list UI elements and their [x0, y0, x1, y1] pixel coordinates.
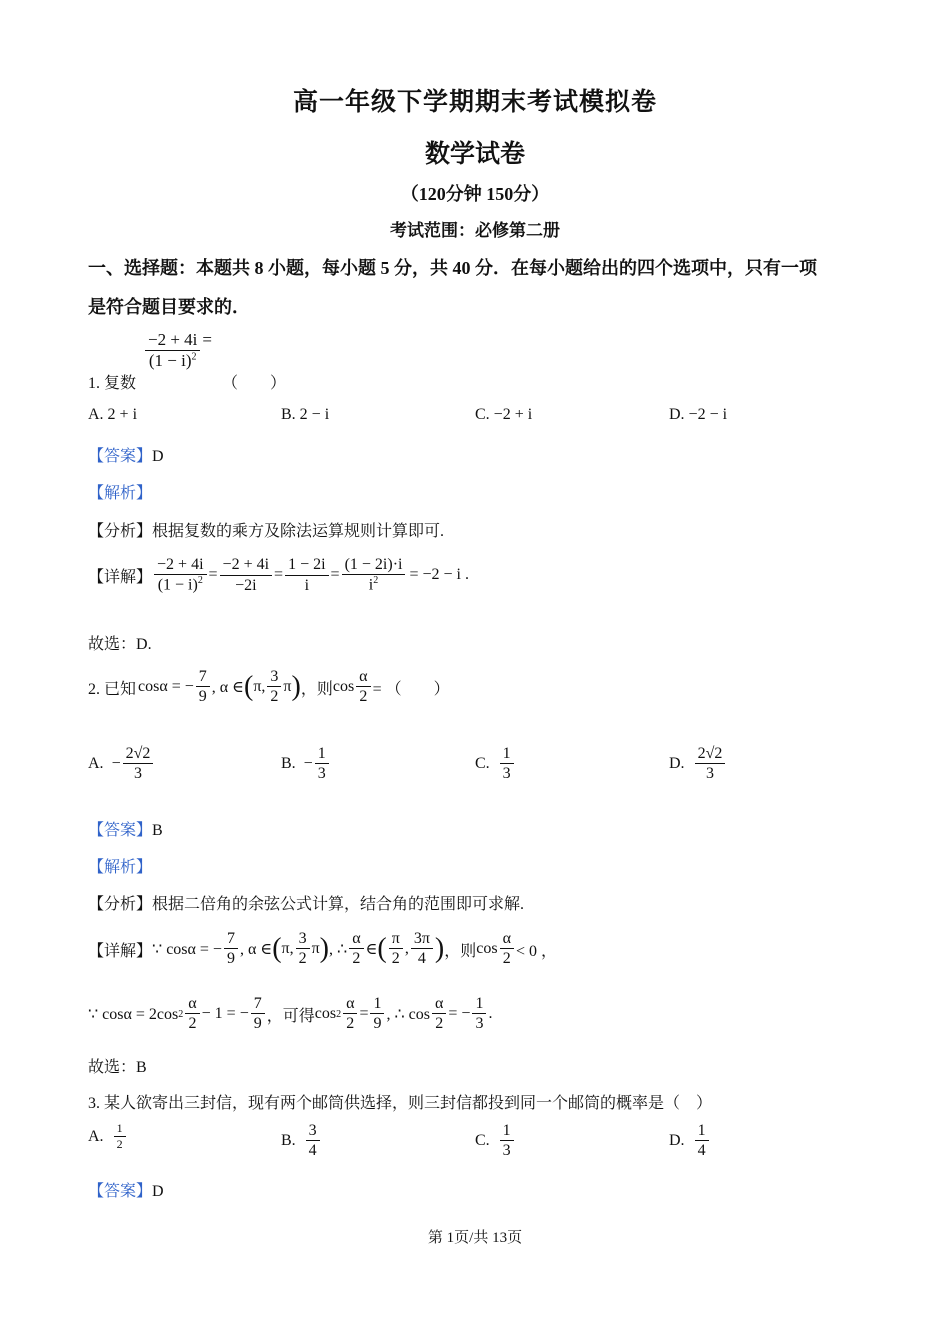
q2-d1-four: 4: [417, 950, 426, 968]
q2-fa2n: α: [356, 668, 370, 687]
q3-option-d-label: D.: [669, 1132, 685, 1150]
q2-d2-get: ，可得: [266, 1007, 315, 1025]
answer-label: 【答案】: [88, 448, 153, 465]
q2-d1-fa2d: 2: [352, 950, 361, 968]
q2-d2-three: 3: [475, 1015, 484, 1033]
q2-d1-because: ∵ cosα = −: [152, 941, 222, 959]
q2-answer-value: B: [152, 822, 163, 839]
q2-d1-two: 2: [391, 950, 400, 968]
q1-d-f2d: −2i: [235, 576, 257, 594]
q2-d2-fa2n-b: α: [343, 995, 357, 1014]
q3-option-b: [281, 1122, 322, 1161]
q1-option-d: D. −2 − i: [669, 406, 728, 423]
q2-d1-pi2: π: [311, 940, 320, 958]
exam-scope: 考试范围：必修第二册: [390, 221, 560, 240]
q2-d1-lt: < 0 ，: [515, 942, 557, 960]
q2-alpha-in: , α ∈: [211, 679, 245, 697]
q2-option-a-den: 3: [133, 765, 142, 783]
detail-label: 【详解】: [88, 568, 153, 586]
q2-d2-one: 1: [472, 995, 486, 1014]
q3-option-a: [88, 1122, 128, 1151]
q2-d2-fa2d-c: 2: [435, 1015, 444, 1033]
q1-option-b: B. 2 − i: [281, 406, 330, 423]
q1-thinking: [88, 518, 444, 541]
q3-option-c-num: 1: [500, 1122, 514, 1141]
detail-label: 【详解】: [88, 942, 153, 960]
q2-f79n: 7: [196, 668, 210, 687]
q1-detail: 【详解】 $\frac{-2 + 4i}{(1 - i)^2}$ = $\frac{-2 + 4i}{-2i}$ = $\frac{1 - 2i}{i}$ = $\frac{(1 - 2i)\cdot i}{i^2}$ = −2 − i .: [88, 556, 469, 594]
q1-d-f4n: (1 − 2i)·i: [342, 556, 406, 575]
q2-d1-cos: cos: [476, 940, 498, 958]
q2-detail-line1: 【详解】 ∵ cosα = − $\frac{7}{9}$ , α ∈ ( π, $\frac{3}{2}$ π ) , ∴ $\frac{\alpha}{2}$ ∈ ( $\frac{\pi}{2}$ , $\frac{3\pi}{4}$ ) ，则 cos $\frac{\alpha}{2}$ < 0 ，: [88, 930, 557, 968]
q2-d1-3pi-n: 3π: [411, 930, 433, 949]
q2-d1-in: ∈: [365, 941, 378, 959]
q2-d1-f79d: 9: [226, 950, 235, 968]
q2-option-d: [669, 745, 727, 784]
q2-d1-f32d: 2: [298, 950, 307, 968]
q2-d2-therefore: , ∴ cos: [386, 1006, 430, 1024]
q2-d2-f79n: 7: [251, 995, 265, 1014]
q3-option-d-num: 1: [695, 1122, 709, 1141]
q2-thinking: [88, 891, 524, 914]
answer-label: 【答案】: [88, 822, 153, 839]
q2-option-b: [281, 745, 331, 784]
q2-d2-fa2n-c: α: [432, 995, 446, 1014]
exam-duration: （120分钟 150分）: [400, 184, 550, 204]
q2-d2-eq: =: [359, 1005, 369, 1023]
exam-title: 高一年级下学期期末考试模拟卷: [292, 89, 657, 116]
thinking-label: 【分析】: [88, 523, 153, 540]
q2-then: ，则: [300, 680, 333, 698]
q2-d2-mid: − 1 = −: [201, 1005, 249, 1023]
q2-d2-sq-b: 2: [336, 1008, 342, 1020]
q1-frac-exp: 2: [191, 350, 197, 362]
q2-f32d: 2: [270, 688, 279, 706]
q3-option-b-label: B.: [281, 1132, 296, 1150]
q3-option-d-den: 4: [697, 1142, 706, 1160]
q2-answer: [88, 817, 163, 840]
q1-d-f4d: i: [368, 576, 374, 594]
q2-option-b-num: 1: [315, 745, 329, 764]
q2-d2-nine: 9: [373, 1015, 382, 1033]
q1-bracket: （ ）: [222, 375, 287, 392]
q1-frac-den: (1 − i): [148, 350, 192, 370]
section-heading-line1: 一、选择题：本题共 8 小题，每小题 5 分，共 40 分．在每小题给出的四个选项中，只有一项: [88, 258, 817, 278]
q3-option-a-label: A.: [88, 1127, 104, 1145]
q2-option-d-den: 3: [705, 765, 714, 783]
q2-d2-sq: 2: [178, 1008, 184, 1020]
q1-fraction: [143, 330, 212, 371]
q1-d-f3n: 1 − 2i: [285, 556, 328, 575]
q2-detail-line2: ∵ cosα = 2cos 2 $\frac{\alpha}{2}$ − 1 = − $\frac{7}{9}$ ，可得 cos 2 $\frac{\alpha}{2}$ = $\frac{1}{9}$ , ∴ cos $\frac{\alpha}{2}$ = − $\frac{1}{3}$ .: [88, 995, 493, 1033]
thinking-label: 【分析】: [88, 896, 153, 913]
q2-d2-end: .: [488, 1005, 493, 1023]
q2-d1-therefore: , ∴: [329, 941, 348, 959]
q1-stem: 1. 复数: [88, 375, 137, 392]
q2-option-b-den: 3: [317, 765, 326, 783]
q1-choose-value: D.: [136, 636, 152, 653]
q3-option-d: [669, 1122, 711, 1161]
q2-thinking-text: 根据二倍角的余弦公式计算，结合角的范围即可求解.: [152, 896, 525, 913]
page-footer: 第 1页/共 13页: [427, 1230, 523, 1246]
q3-answer-value: D: [152, 1183, 164, 1200]
q2-d1-fa2d-b: 2: [502, 950, 511, 968]
q2-cos: cos: [332, 678, 355, 696]
q2-eq-bracket: = （ ）: [372, 680, 450, 698]
q2-option-b-label: B.: [281, 755, 296, 773]
q2-choose: [88, 1054, 147, 1077]
q2-d2-eq2: = −: [448, 1005, 471, 1023]
q1-d-f1d: (1 − i): [157, 576, 198, 594]
q2-stem: 2. 已知 cosα = − $\frac{7}{9}$ , α ∈ ( π, $\frac{3}{2}$ π ) ，则 cos $\frac{\alpha}{2}$ = （ ）: [88, 668, 450, 706]
q1-d-f2n: −2 + 4i: [220, 556, 273, 575]
q2-pi-part: π,: [253, 678, 266, 696]
q2-d1-alpha-in: , α ∈: [239, 941, 273, 959]
q1-choose: [88, 631, 152, 654]
q2-option-c: [475, 745, 516, 784]
q1-option-a: A. 2 + i: [88, 406, 138, 423]
choose-prefix: 故选：: [88, 636, 137, 653]
q2-option-c-den: 3: [502, 765, 511, 783]
q2-option-b-sign: −: [303, 755, 313, 773]
q2-f32n: 3: [267, 668, 281, 687]
q2-option-d-num: 2√2: [695, 745, 726, 764]
q2-option-c-num: 1: [500, 745, 514, 764]
q1-analysis-label: 【解析】: [88, 485, 153, 502]
q2-cos-a: cosα = −: [138, 678, 194, 696]
q3-option-a-den: 2: [116, 1136, 123, 1151]
q1-answer: [88, 443, 164, 466]
q2-d2-fa2d-b: 2: [346, 1015, 355, 1033]
q2-d1-fa2n: α: [349, 930, 363, 949]
q2-d2-because: ∵ cosα = 2cos: [88, 1006, 179, 1024]
q3-option-b-num: 3: [306, 1122, 320, 1141]
q2-d1-then: ，则: [444, 942, 477, 960]
q3-option-b-den: 4: [308, 1142, 317, 1160]
q3-stem: 3. 某人欲寄出三封信，现有两个邮筒供选择，则三封信都投到同一个邮筒的概率是（ ）: [88, 1095, 713, 1112]
q2-option-a-num: 2√2: [123, 745, 154, 764]
q2-choose-value: B: [136, 1059, 147, 1076]
q2-fa2d: 2: [359, 688, 368, 706]
q1-d-tail: = −2 − i: [409, 566, 461, 584]
q2-d2-f79d: 9: [253, 1015, 262, 1033]
q2-f79d: 9: [198, 688, 207, 706]
answer-label: 【答案】: [88, 1183, 153, 1200]
section-heading-line2: 是符合题目要求的．: [88, 297, 250, 317]
q2-d1-f79n: 7: [224, 930, 238, 949]
q2-stem-prefix: 2. 已知: [88, 680, 137, 698]
q2-option-a: [88, 745, 155, 784]
q1-d-f1n: −2 + 4i: [154, 556, 207, 575]
q2-option-c-label: C.: [475, 755, 490, 773]
q2-d1-f32n: 3: [296, 930, 310, 949]
exam-subject: 数学试卷: [424, 141, 525, 168]
q3-option-c-label: C.: [475, 1132, 490, 1150]
q1-answer-value: D: [152, 448, 164, 465]
q3-answer: [88, 1178, 164, 1201]
q1-eq: =: [202, 330, 212, 350]
q2-d1-pi: π,: [281, 940, 294, 958]
q3-option-c: [475, 1122, 516, 1161]
q2-d2-fa2d: 2: [188, 1015, 197, 1033]
q2-option-d-label: D.: [669, 755, 685, 773]
q3-option-c-den: 3: [502, 1142, 511, 1160]
q2-option-a-sign: −: [111, 755, 121, 773]
q3-option-a-num: 1: [114, 1122, 126, 1137]
q1-option-c: C. −2 + i: [475, 406, 533, 423]
q1-d-f3d: i: [304, 576, 310, 594]
q1-d-end: .: [465, 566, 469, 584]
q1-thinking-text: 根据复数的乘方及除法运算规则计算即可.: [152, 523, 445, 540]
choose-prefix: 故选：: [88, 1059, 137, 1076]
q2-analysis-label: 【解析】: [88, 859, 153, 876]
q2-d1-pi-n: π: [389, 930, 403, 949]
q2-option-a-label: A.: [88, 755, 104, 773]
q2-d2-fa2n: α: [185, 995, 199, 1014]
q2-d2-cos2: cos: [314, 1005, 337, 1023]
q1-frac-num: −2 + 4i: [145, 330, 200, 351]
q2-d1-fa2n-b: α: [500, 930, 514, 949]
q2-pi: π: [283, 678, 292, 696]
